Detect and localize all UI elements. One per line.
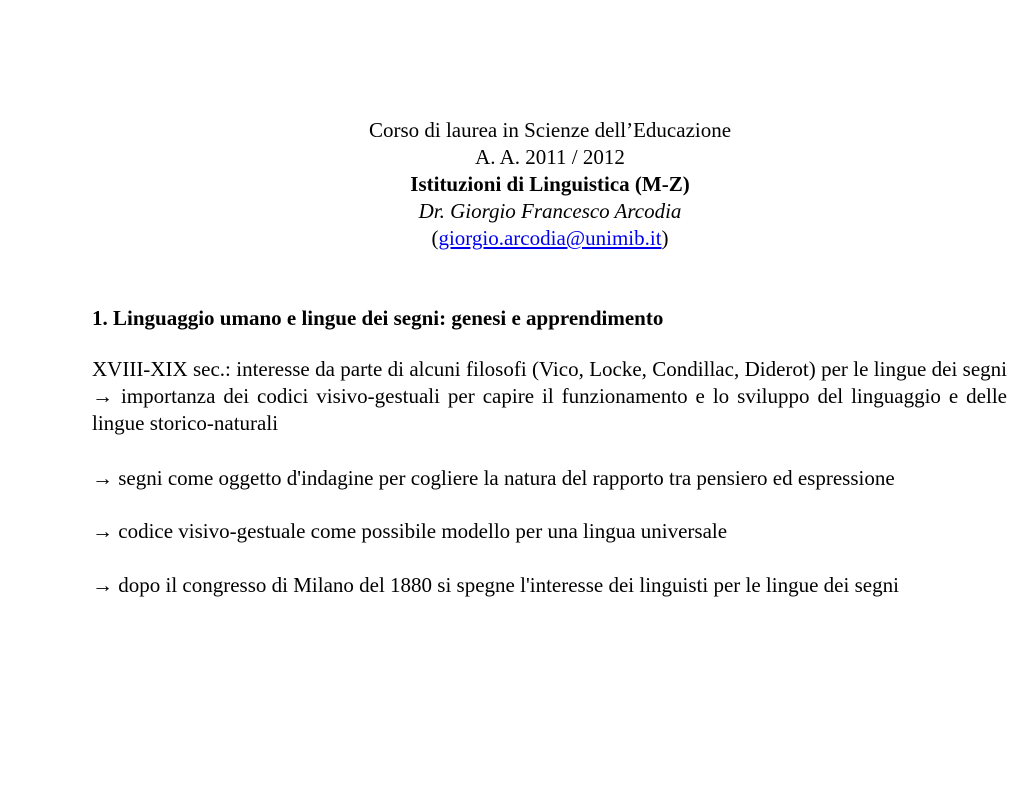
paragraph-bullet-1: → segni come oggetto d'indagine per cogliere la natura del rapporto tra pensiero ed espressione — [92, 466, 895, 490]
document-header — [250, 117, 850, 252]
email-close-paren: ) — [661, 226, 669, 250]
email-link[interactable]: giorgio.arcodia@unimib.it — [438, 226, 662, 250]
lecturer-name: Dr. Giorgio Francesco Arcodia — [418, 199, 682, 223]
subject-title: Istituzioni di Linguistica (M-Z) — [410, 172, 690, 196]
section-title: 1. Linguaggio umano e lingue dei segni: genesi e apprendimento — [92, 306, 664, 330]
academic-year: A. A. 2011 / 2012 — [475, 145, 625, 169]
email-line — [250, 225, 850, 252]
email-open-paren: ( — [431, 226, 439, 250]
paragraph-bullet-2: → codice visivo-gestuale come possibile modello per una lingua universale — [92, 519, 728, 543]
paragraph-intro: XVIII-XIX sec.: interesse da parte di alcuni filosofi (Vico, Locke, Condillac, Diderot) per le lingue dei segni → importanza dei codici visivo-gestuali per capire il funzionamento e lo sviluppo del linguaggio e delle lingue storico-naturali — [92, 357, 1007, 435]
course-name: Corso di laurea in Scienze dell’Educazione — [368, 118, 732, 142]
paragraph-bullet-3: → dopo il congresso di Milano del 1880 si spegne l'interesse dei linguisti per le lingue dei segni — [92, 573, 899, 597]
